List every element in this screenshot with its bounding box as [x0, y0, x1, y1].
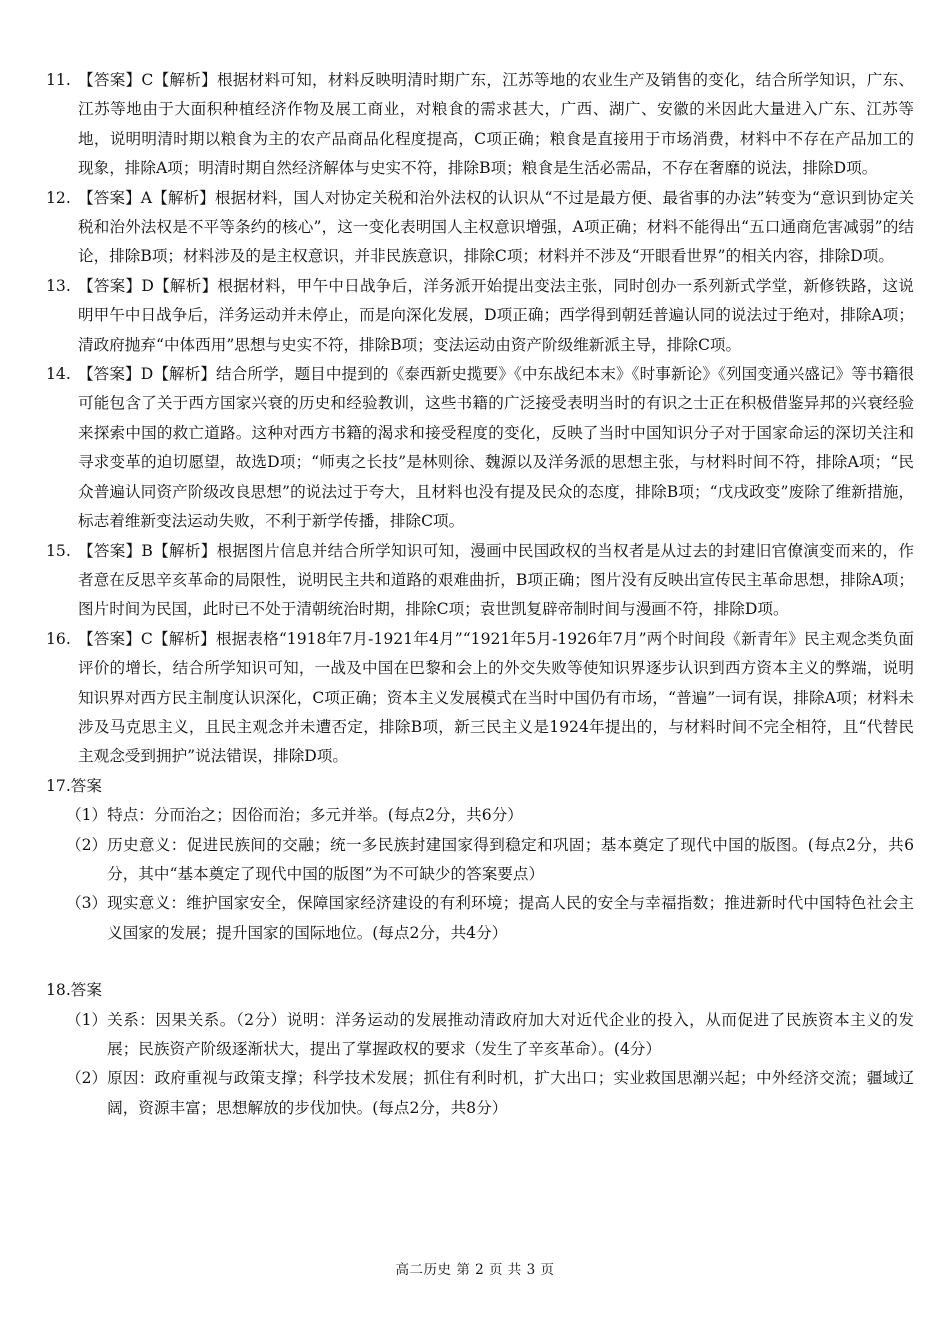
part-text: 现实意义：维护国家安全，保障国家经济建设的有利环境；提高人民的安全与幸福指数；推进新时代中国特色社会主义国家的发展；提升国家的国际地位。(每点2分，共4分） [107, 894, 914, 942]
question-18-part-1 [66, 1006, 914, 1065]
part-label: （2） [66, 835, 108, 854]
question-18-heading: 18.答案 [46, 981, 102, 1000]
answer-item-15 [46, 537, 914, 625]
answer-item-11 [46, 66, 914, 184]
answer-explanation: 【答案】B【解析】根据图片信息并结合所学知识可知，漫画中民国政权的当权者是从过去的封建旧官僚演变而来的，作者意在反思辛亥革命的局限性，说明民主共和道路的艰难曲折，B项正确；图片没有反映出宣传民主革命思想，排除A项；图片时间为民国，此时已不处于清朝统治时期，排除C项；袁世凯复辟帝制时间与漫画不符，排除D项。 [78, 541, 914, 619]
part-label: （2） [66, 1069, 108, 1088]
question-number: 16. [46, 629, 71, 648]
answer-item-16 [46, 625, 914, 772]
question-17-part-3 [66, 889, 914, 948]
question-number: 12. [46, 188, 71, 207]
part-text: 特点：分而治之；因俗而治；多元并举。(每点2分，共6分） [107, 806, 523, 825]
question-number: 15. [46, 541, 71, 560]
answer-item-14 [46, 360, 914, 536]
question-17-part-1 [66, 801, 914, 830]
part-label: （1） [66, 1010, 108, 1029]
part-label: （1） [66, 806, 108, 825]
answer-explanation: 【答案】D【解析】根据材料，甲午中日战争后，洋务派开始提出变法主张，同时创办一系列新式学堂，新修铁路，这说明甲午中日战争后，洋务运动并未停止，而是向深化发展，D项正确；西学得到朝廷普遍认同的说法过于绝对，排除A项；清政府抛弃“中体西用”思想与史实不符，排除B项；变法运动由资产阶级维新派主导，排除C项。 [78, 276, 914, 354]
answer-item-12 [46, 184, 914, 272]
part-text: 历史意义：促进民族间的交融；统一多民族封建国家得到稳定和巩固；基本奠定了现代中国的版图。(每点2分，共6分，其中“基本奠定了现代中国的版图”为不可缺少的答案要点） [107, 835, 914, 883]
page-footer: 高二历史 第 2 页 共 3 页 [395, 1262, 555, 1278]
question-18-part-2 [66, 1064, 914, 1123]
question-17-heading: 17.答案 [46, 776, 102, 795]
question-17-part-2 [66, 831, 914, 890]
answer-explanation: 【答案】A【解析】根据材料，国人对协定关税和治外法权的认识从“不过是最方便、最省事的办法”转变为“意识到协定关税和治外法权是不平等条约的核心”，这一变化表明国人主权意识增强，A项正确；材料不能得出“五口通商危害减弱”的结论，排除B项；材料涉及的是主权意识，并非民族意识，排除C项；材料并不涉及“开眼看世界”的相关内容，排除D项。 [78, 188, 914, 266]
answer-item-13 [46, 272, 914, 360]
answer-explanation: 【答案】C【解析】根据材料可知，材料反映明清时期广东，江苏等地的农业生产及销售的变化，结合所学知识，广东、江苏等地由于大面积种植经济作物及展工商业，对粮食的需求甚大，广西、湖广、安徽的米因此大量进入广东、江苏等地，说明明清时期以粮食为主的农产品商品化程度提高，C项正确；粮食是直接用于市场消费，材料中不存在产品加工的现象，排除A项；明清时期自然经济解体与史实不符，排除B项；粮食是生活必需品，不存在奢靡的说法，排除D项。 [78, 71, 914, 178]
answer-content [46, 66, 914, 1123]
question-number: 11. [46, 71, 71, 89]
part-text: 关系：因果关系。（2分）说明：洋务运动的发展推动清政府加大对近代企业的投入，从而促进了民族资本主义的发展；民族资产阶级逐渐状大，提出了掌握政权的要求（发生了辛亥革命）。(4分） [107, 1010, 914, 1058]
part-label: （3） [66, 894, 108, 913]
answer-explanation: 【答案】C【解析】根据表格“1918年7月-1921年4月”“1921年5月-1926年7月”两个时间段《新青年》民主观念类负面评价的增长，结合所学知识可知，一战及中国在巴黎和会上的外交失败等使知识界逐步认识到西方资本主义的弊端，说明知识界对西方民主制度认识深化，C项正确；资本主义发展模式在当时中国仍有市场，“普遍”一词有误，排除A项；材料未涉及马克思主义，且民主观念并未遭否定，排除B项，新三民主义是1924年提出的，与材料时间不完全相符，且“代替民主观念受到拥护”说法错误，排除D项。 [78, 629, 914, 766]
part-text: 原因：政府重视与政策支撑；科学技术发展；抓住有利时机，扩大出口；实业救国思潮兴起；中外经济交流；疆域辽阔，资源丰富；思想解放的步伐加快。(每点2分，共8分） [107, 1069, 914, 1117]
question-number: 14. [46, 365, 71, 384]
question-number: 13. [46, 276, 71, 295]
section-spacer [46, 948, 914, 976]
answer-explanation: 【答案】D【解析】结合所学，题目中提到的《泰西新史揽要》《中东战纪本末》《时事新论》《列国变通兴盛记》等书籍很可能包含了关于西方国家兴衰的历史和经验教训，这些书籍的广泛接受表明当时的有识之士正在积极借鉴异邦的兴衰经验来探索中国的救亡道路。这种对西方书籍的渴求和接受程度的变化，反映了当时中国知识分子对于国家命运的深切关注和寻求变革的迫切愿望，故选D项；“师夷之长技”是林则徐、魏源以及洋务派的思想主张，与材料时间不符，排除A项；“民众普遍认同资产阶级改良思想”的说法过于夸大，且材料也没有提及民众的态度，排除B项；“戊戌政变”废除了维新措施，标志着维新变法运动失败，不利于新学传播，排除C项。 [78, 365, 914, 531]
